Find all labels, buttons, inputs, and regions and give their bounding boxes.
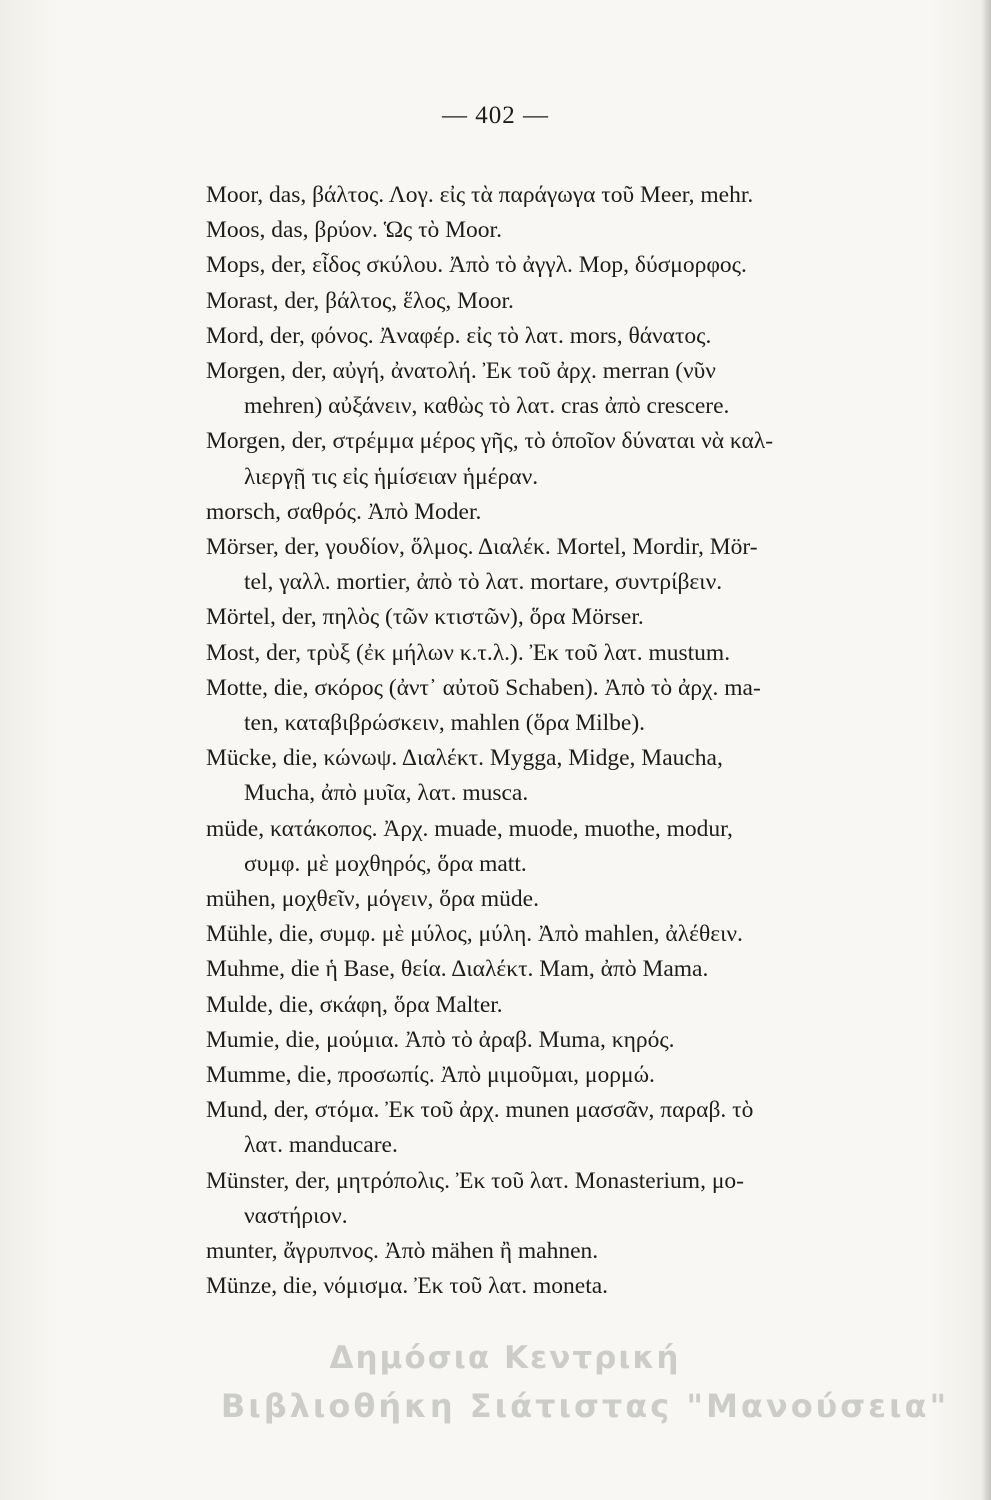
entry-continuation-line: mehren) αὐξάνειν, καθὼς τὸ λατ. cras ἀπὸ crescere. [244, 393, 730, 420]
dictionary-entry [206, 1058, 911, 1093]
dictionary-entry [206, 1093, 911, 1163]
dictionary-entry [206, 1023, 911, 1058]
entry-line: Münze, die, νόμισμα. Ἐκ τοῦ λατ. moneta. [206, 1273, 609, 1300]
dictionary-entry [206, 1234, 911, 1269]
entry-line: Mord, der, φόνος. Ἀναφέρ. εἰς τὸ λατ. mors, θάνατος. [206, 322, 712, 349]
dictionary-entry [206, 319, 911, 354]
dictionary-entry [206, 213, 911, 248]
entry-line: Moor, das, βάλτος. Λογ. εἰς τὰ παράγωγα τοῦ Meer, mehr. [206, 182, 754, 208]
entry-line: Mörtel, der, πηλὸς (τῶν κτιστῶν), ὅρα Mörser. [206, 604, 644, 631]
entry-continuation-line: ten, καταβιβρώσκειν, mahlen (ὅρα Milbe). [244, 710, 646, 737]
entry-line: Morast, der, βάλτος, ἕλος, Moor. [206, 287, 514, 314]
dictionary-entry [206, 1164, 911, 1234]
watermark-line-1: Δημόσια Κεντρική [329, 1340, 681, 1376]
dictionary-entry [206, 424, 911, 494]
dictionary-entry [206, 741, 911, 811]
entry-line: Muhme, die ἡ Base, θεία. Διαλέκτ. Mam, ἀπὸ Mama. [206, 956, 709, 983]
dictionary-entry [206, 988, 911, 1023]
entry-line: Mund, der, στόμα. Ἐκ τοῦ ἀρχ. munen μασσᾶν, παραβ. τὸ [206, 1097, 754, 1124]
dictionary-entry [206, 284, 911, 319]
dictionary-entry [206, 882, 911, 917]
entry-line: Most, der, τρὺξ (ἐκ μήλων κ.τ.λ.). Ἐκ τοῦ λατ. mustum. [206, 639, 731, 666]
dictionary-entry [206, 917, 911, 952]
dictionary-entry [206, 248, 911, 283]
page-edge-shadow [981, 0, 991, 1500]
entry-continuation-line: ναστήριον. [244, 1202, 348, 1229]
entry-continuation-line: tel, γαλλ. mortier, ἀπὸ τὸ λατ. mortare, συντρίβειν. [244, 569, 723, 596]
entry-line: müde, κατάκοπος. Ἀρχ. muade, muode, muothe, modur, [206, 815, 733, 842]
entry-line: Motte, die, σκόρος (ἀντ᾽ αὐτοῦ Schaben). Ἀπὸ τὸ ἀρχ. ma- [206, 674, 761, 701]
dictionary-entry [206, 671, 911, 741]
entry-line: Moos, das, βρύον. Ὡς τὸ Moor. [206, 217, 502, 244]
entry-line: Münster, der, μητρόπολις. Ἐκ τοῦ λατ. Monasterium, μο- [206, 1167, 744, 1194]
dictionary-entry [206, 600, 911, 635]
entry-line: Mörser, der, γουδίον, ὅλμος. Διαλέκ. Mortel, Mordir, Mör- [206, 534, 758, 561]
dictionary-entry [206, 1269, 911, 1304]
dictionary-entry [206, 530, 911, 600]
entry-line: Mücke, die, κώνωψ. Διαλέκτ. Mygga, Midge, Maucha, [206, 745, 723, 772]
entry-line: Mumie, die, μούμια. Ἀπὸ τὸ ἀραβ. Muma, κηρός. [206, 1026, 675, 1053]
dictionary-entries [206, 178, 911, 1305]
entry-continuation-line: λατ. manducare. [244, 1132, 398, 1159]
entry-line: Mulde, die, σκάφη, ὅρα Malter. [206, 991, 503, 1018]
entry-line: Morgen, der, στρέμμα μέρος γῆς, τὸ ὁποῖον δύναται νὰ καλ- [206, 428, 774, 455]
entry-line: munter, ἄγρυπνος. Ἀπὸ mähen ἢ mahnen. [206, 1238, 599, 1265]
entry-continuation-line: λιεργῇ τις εἰς ἡμίσειαν ἡμέραν. [244, 463, 539, 490]
dictionary-entry [206, 952, 911, 987]
entry-line: Mops, der, εἶδος σκύλου. Ἀπὸ τὸ ἀγγλ. Mop, δύσμορφος. [206, 252, 747, 279]
dictionary-entry [206, 178, 911, 213]
entry-line: Mumme, die, προσωπίς. Ἀπὸ μιμοῦμαι, μορμώ. [206, 1062, 655, 1089]
entry-continuation-line: συμφ. μὲ μοχθηρός, ὅρα matt. [244, 850, 527, 877]
dictionary-entry [206, 495, 911, 530]
dictionary-entry [206, 636, 911, 671]
entry-line: Morgen, der, αὐγή, ἀνατολή. Ἐκ τοῦ ἀρχ. merran (νῦν [206, 358, 716, 385]
dictionary-entry [206, 354, 911, 424]
entry-continuation-line: Mucha, ἀπὸ μυῖα, λατ. musca. [244, 780, 529, 807]
watermark-line-2: Βιβλιοθήκη Σιάτιστας "Μανούσεια" [220, 1387, 950, 1425]
dictionary-entry [206, 812, 911, 882]
page-number: — 402 — [442, 102, 549, 129]
entry-line: Mühle, die, συμφ. μὲ μύλος, μύλη. Ἀπὸ mahlen, ἀλέθειν. [206, 921, 743, 948]
entry-line: mühen, μοχθεῖν, μόγειν, ὅρα müde. [206, 886, 539, 913]
entry-line: morsch, σαθρός. Ἀπὸ Moder. [206, 498, 482, 525]
